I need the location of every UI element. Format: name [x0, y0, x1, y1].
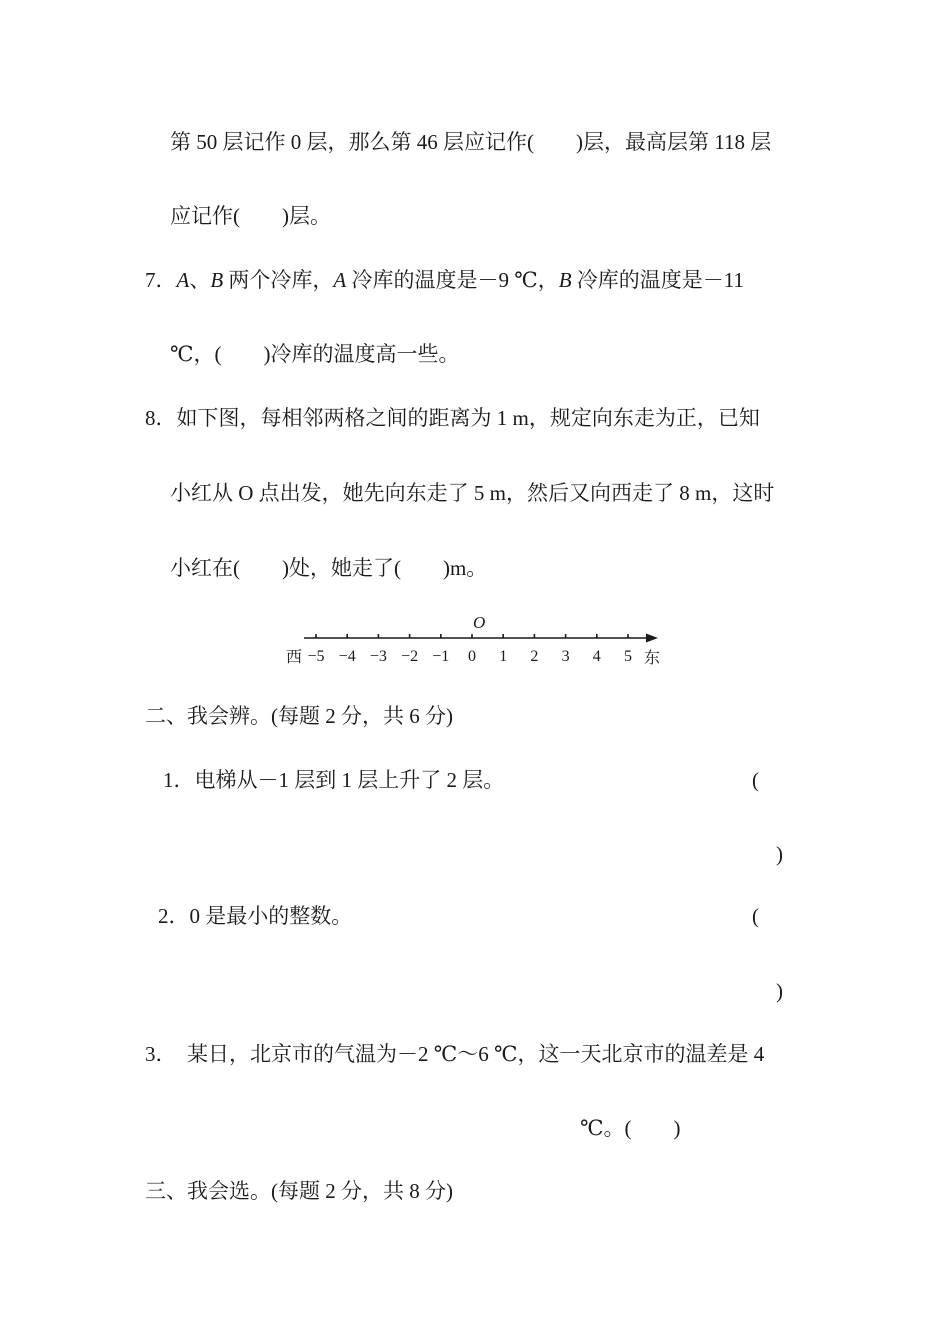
q7-letter-a: A [176, 268, 190, 292]
judge-item-1-text: 1．电梯从－1 层到 1 层上升了 2 层。 [163, 768, 505, 792]
judge-item-2-text: 2．0 是最小的整数。 [158, 904, 353, 928]
q7-letter-b: B [210, 268, 224, 292]
tick-label: −4 [338, 648, 356, 665]
tick-label: 0 [468, 648, 476, 665]
tick-label: −5 [307, 648, 325, 665]
number-line-figure [280, 608, 680, 670]
judge-item-1-close-bracket: ) [776, 842, 783, 866]
q8-line-3: 小红在( )处，她走了( )m。 [170, 556, 488, 580]
judge-item-2-close-bracket: ) [776, 979, 783, 1003]
q6-line-1: 第 50 层记作 0 层，那么第 46 层应记作( )层，最高层第 118 层 [170, 130, 772, 154]
west-label: 西 [286, 649, 303, 666]
east-label: 东 [644, 650, 661, 667]
judge-item-3-line-2[interactable]: ℃。( ) [580, 1116, 681, 1140]
judge-item-2-open-bracket[interactable]: ( [752, 904, 759, 928]
judge-item-3-line-1: 3． 某日，北京市的气温为－2 ℃～6 ℃，这一天北京市的温差是 4 [145, 1042, 765, 1066]
tick-label: 2 [530, 648, 539, 665]
tick-label: 4 [592, 648, 601, 665]
q7-line-1 [145, 266, 744, 294]
q8-line-1: 8．如下图，每相邻两格之间的距离为 1 m，规定向东走为正，已知 [145, 406, 760, 430]
q8-line-2: 小红从 O 点出发，她先向东走了 5 m，然后又向西走了 8 m，这时 [170, 481, 775, 505]
tick-label: −2 [401, 648, 419, 665]
q7-text-c: 冷库的温度是－9 ℃， [346, 268, 559, 292]
q7-text-a: 、 [189, 268, 211, 292]
q7-number: 7． [145, 268, 177, 292]
origin-label: O [473, 613, 486, 632]
judge-item-1-open-bracket[interactable]: ( [752, 768, 759, 792]
q7-line-2: ℃，( )冷库的温度高一些。 [170, 342, 460, 366]
tick-label: −3 [369, 648, 387, 665]
q6-line-2: 应记作( )层。 [170, 204, 331, 228]
tick-label: 1 [499, 648, 508, 665]
q7-text-d: 冷库的温度是－11 [571, 268, 745, 292]
tick-label: 5 [624, 648, 632, 665]
number-line-svg [280, 608, 680, 670]
q7-letter-a2: A [333, 268, 347, 292]
q7-text-b: 两个冷库， [223, 268, 334, 292]
tick-label: −1 [432, 648, 450, 665]
section3-heading: 三、我会选。(每题 2 分，共 8 分) [145, 1179, 453, 1203]
section2-heading: 二、我会辨。(每题 2 分，共 6 分) [145, 704, 453, 728]
q7-letter-b2: B [558, 268, 572, 292]
axis-arrow [646, 634, 658, 643]
tick-label: 3 [561, 648, 570, 665]
